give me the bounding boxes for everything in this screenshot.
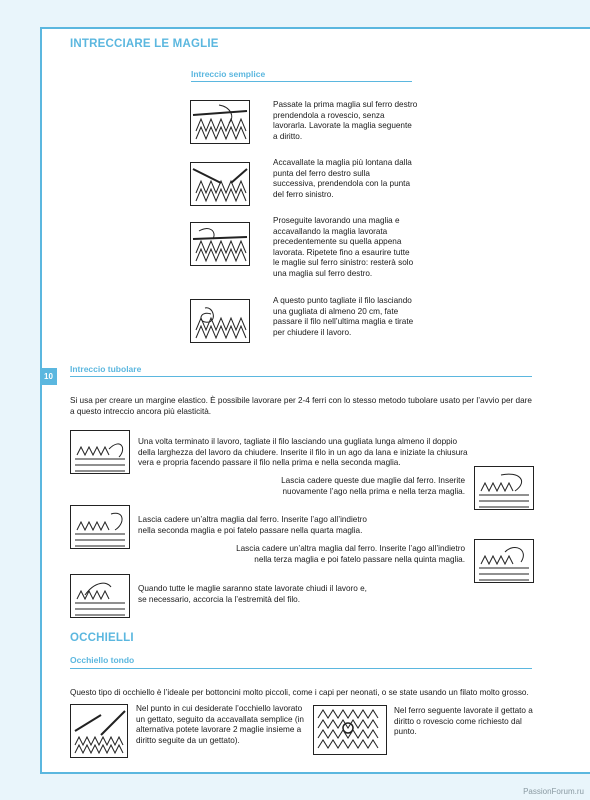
knitting-illustration-icon xyxy=(70,574,130,618)
knitting-illustration-icon xyxy=(190,299,250,343)
subsection-rule xyxy=(70,376,532,377)
subsection-rule xyxy=(191,81,412,82)
intro-paragraph: Questo tipo di occhiello è l’ideale per bottoncini molto piccoli, come i capi per neonati, o se state usando un filato molto grosso. xyxy=(70,688,529,697)
knitting-illustration-icon xyxy=(190,222,250,266)
step-text: Passate la prima maglia sul ferro destro prendendola a rovescio, senza lavorarla. Lavorate la maglia seguente a diritto. xyxy=(273,100,418,141)
section-title-occhielli: OCCHIELLI xyxy=(70,632,134,644)
step-text: Lascia cadere un’altra maglia dal ferro. Inserite l’ago all’indietro nella seconda maglia e poi fatelo passare nella quarta maglia. xyxy=(138,515,367,535)
knitting-illustration-icon xyxy=(190,100,250,144)
watermark: PassionForum.ru xyxy=(523,787,584,796)
knitting-illustration-icon xyxy=(474,539,534,583)
step-text: Una volta terminato il lavoro, tagliate il filo lasciando una gugliata lunga almeno il doppio della larghezza del lavoro da chiudere. Inserite il filo in un ago da lana e iniziate la chiusura vera e propria facendo passare il filo nella prima e nella seconda maglia. xyxy=(138,437,468,468)
knitting-illustration-icon xyxy=(70,704,128,758)
step-text: Nel ferro seguente lavorate il gettato a diritto o rovescio come richiesto dal punto. xyxy=(394,706,533,737)
knitting-illustration-icon xyxy=(70,505,130,549)
section-title-intrecciare: INTRECCIARE LE MAGLIE xyxy=(70,38,219,50)
step-text: Accavallate la maglia più lontana dalla punta del ferro destro sulla successiva, prendendola con la punta del ferro sinistro. xyxy=(273,158,412,199)
step-text: Lascia cadere un’altra maglia dal ferro. Inserite l’ago all’indietro nella terza maglia e poi fatelo passare nella quinta maglia. xyxy=(236,544,465,564)
step-text: A questo punto tagliate il filo lasciando una gugliata di almeno 20 cm, fate passare il filo nell’ultima maglia e tirate per chiudere il lavoro. xyxy=(273,296,414,337)
knitting-illustration-icon xyxy=(190,162,250,206)
step-text: Quando tutte le maglie saranno state lavorate chiudi il lavoro e, se necessario, accorcia la l’estremità del filo. xyxy=(138,584,367,604)
bottom-rule xyxy=(40,772,590,774)
subsection-rule xyxy=(70,668,532,669)
step-text: Nel punto in cui desiderate l’occhiello lavorato un gettato, seguito da accavallata semplice (in alternativa potete lavorare 2 maglie insieme a diritto seguite da un gettato). xyxy=(136,704,304,745)
step-text: Proseguite lavorando una maglia e accavallando la maglia lavorata precedentemente su quella appena lavorata. Ripetete fino a esaurire tutte le maglie sul ferro sinistro: resterà solo una maglia sul ferro destro. xyxy=(273,216,414,278)
knitting-illustration-icon xyxy=(70,430,130,474)
knitting-illustration-icon xyxy=(474,466,534,510)
page-number: 10 xyxy=(40,368,57,385)
knitting-illustration-icon xyxy=(313,705,387,755)
step-text: Lascia cadere queste due maglie dal ferro. Inserite nuovamente l’ago nella prima e nella terza maglia. xyxy=(281,476,465,496)
intro-paragraph: Si usa per creare un margine elastico. È possibile lavorare per 2-4 ferri con lo stesso metodo tubolare usato per l’avvio per dare a questo intreccio ancora più elasticità. xyxy=(70,396,532,416)
subsection-intreccio-tubolare: Intreccio tubolare xyxy=(70,364,142,374)
subsection-occhiello-tondo: Occhiello tondo xyxy=(70,655,135,665)
subsection-intreccio-semplice: Intreccio semplice xyxy=(191,69,266,79)
